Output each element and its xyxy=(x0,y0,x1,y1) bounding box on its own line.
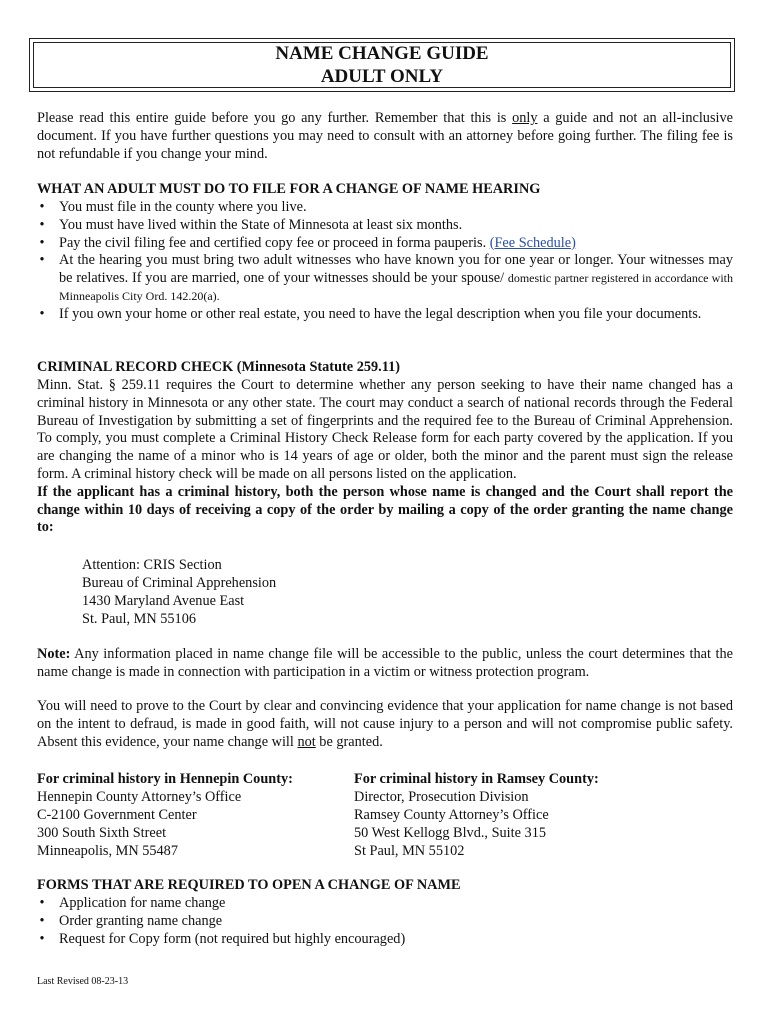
intro-paragraph: Please read this entire guide before you go any further. Remember that this is only a guide and not an all-inclusive document. If you have further questions you may need to consult with an attorney before going further. The filing fee is not refundable if you change your mind. xyxy=(37,110,733,162)
ramsey-heading: For criminal history in Ramsey County: xyxy=(354,771,599,787)
section-heading-forms: FORMS THAT ARE REQUIRED TO OPEN A CHANGE OF NAME xyxy=(37,877,461,893)
list-item: • Application for name change xyxy=(39,895,226,911)
list-item: • You must file in the county where you live. xyxy=(39,199,307,215)
list-item: • If you own your home or other real estate, you need to have the legal description when you file your documents. xyxy=(39,305,702,322)
list-item: • At the hearing you must bring two adult witnesses who have known you for one year or longer. Your witnesses may be relatives. If you are married, one of your witnesses should be your spouse/ domestic partner registered in accordance with Minneapolis City Ord. 142.20(a). xyxy=(39,252,733,303)
section-heading-what-to-file: WHAT AN ADULT MUST DO TO FILE FOR A CHANGE OF NAME HEARING xyxy=(37,181,541,197)
ramsey-contact: For criminal history in Ramsey County: Director, Prosecution Division Ramsey County Attorney’s Office 50 West Kellogg Blvd., Suite 315 St Paul, MN 55102 xyxy=(354,770,674,860)
list-item: • You must have lived within the State of Minnesota at least six months. xyxy=(39,216,463,233)
section-heading-criminal: CRIMINAL RECORD CHECK (Minnesota Statute 259.11) xyxy=(37,359,400,375)
list-item: • Request for Copy form (not required but highly encouraged) xyxy=(39,930,406,947)
fee-schedule-link[interactable]: (Fee Schedule) xyxy=(489,234,576,251)
footer-revision: Last Revised 08-23-13 xyxy=(37,976,129,987)
what-to-file-list xyxy=(37,199,733,324)
note-label: Note: xyxy=(37,646,71,662)
cris-address: Attention: CRIS Section Bureau of Criminal Apprehension 1430 Maryland Avenue East St. Paul, MN 55106 xyxy=(82,557,277,627)
title-box xyxy=(29,38,735,92)
forms-list xyxy=(37,895,733,948)
page-subtitle: ADULT ONLY xyxy=(320,66,444,87)
not-emphasis: not xyxy=(297,733,316,750)
note-paragraph: Note: Any information placed in name change file will be accessible to the public, unless the court determines that the name change is made in connection with participation in a victim or witness protection program. xyxy=(37,646,733,680)
list-item: • Pay the civil filing fee and certified copy fee or proceed in forma pauperis. (Fee Schedule) xyxy=(39,234,576,251)
page-title: NAME CHANGE GUIDE xyxy=(275,43,489,64)
hennepin-contact: For criminal history in Hennepin County: Hennepin County Attorney’s Office C-2100 Government Center 300 South Sixth Street Minneapolis, MN 55487 xyxy=(37,770,357,860)
hennepin-heading: For criminal history in Hennepin County: xyxy=(37,771,293,787)
only-emphasis: only xyxy=(512,110,538,126)
list-item: • Order granting name change xyxy=(39,912,223,929)
criminal-paragraph: Minn. Stat. § 259.11 requires the Court to determine whether any person seeking to have their name changed has a criminal history in Minnesota or any other state. The court may conduct a search of national records through the Federal Bureau of Investigation by submitting a set of fingerprints and the required fee to the Bureau of Criminal Apprehension. To comply, you must complete a Criminal History Check Release form for each party covered by the application. If you are changing the name of a minor who is 14 years of age or older, both the minor and the parent must sign the release form. A criminal history check will be made on all persons listed on the application. If the applicant has a criminal history, both the person whose name is changed and the Court shall report the change within 10 days of receiving a copy of the order by mailing a copy of the order granting the name change to: xyxy=(37,377,733,536)
prove-paragraph: You will need to prove to the Court by clear and convincing evidence that your application for name change is not based on the intent to defraud, is made in good faith, will not cause injury to a person and will not compromise public safety. Absent this evidence, your name change will not be granted. xyxy=(37,698,733,750)
